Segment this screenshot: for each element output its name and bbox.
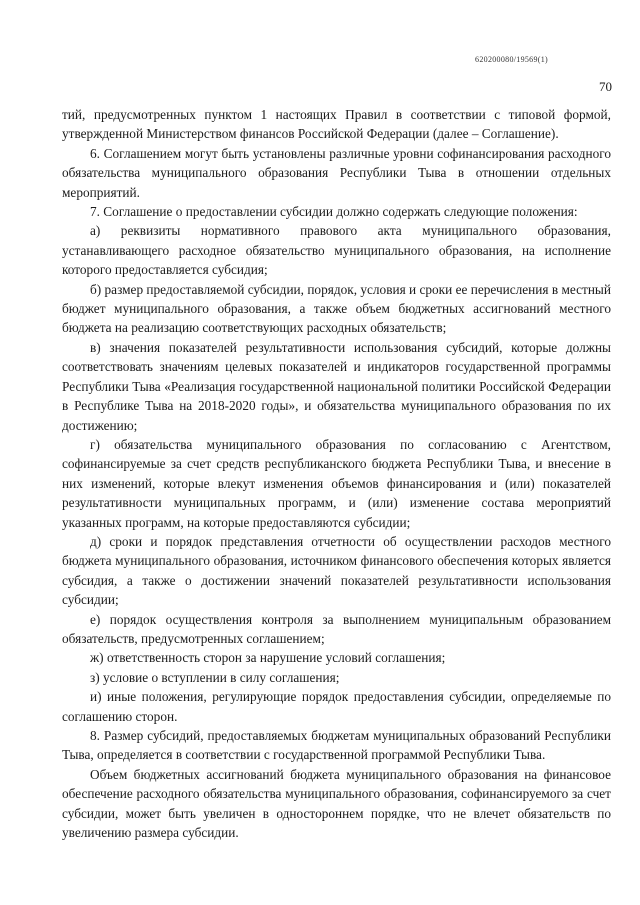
page-number: 70 [599, 79, 612, 94]
paragraph-budget-volume: Объем бюджетных ассигнований бюджета муниципального образования на финансовое обеспечение расходного обязательства муниципального образования, софинансируемого за счет субсидии, может быть увеличен в одностороннем порядке, что не влечет обязательств по увеличению размера субсидии. [62, 766, 611, 841]
list-item-i: и) иные положения, регулирующие порядок предоставления субсидии, определяемые по соглашению сторон. [62, 689, 611, 724]
paragraph-continuation: тий, предусмотренных пунктом 1 настоящих Правил в соответствии с типовой формой, утвержденной Министерством финансов Российской Федерации (далее – Соглашение). [62, 107, 611, 142]
list-item-g: г) обязательства муниципального образования по согласованию с Агентством, софинансируемые за счет средств республиканского бюджета Республики Тыва, и внесение в них изменений, которые влекут изменения объемов финансирования и (или) показателей результативности муниципальных программ, и (или) изменение состава мероприятий указанных программ, на которые предоставляются субсидии; [62, 436, 611, 530]
list-item-z: з) условие о вступлении в силу соглашения; [90, 669, 340, 685]
paragraph-6: 6. Соглашением могут быть установлены различные уровни софинансирования расходного обязательства муниципального образования Республики Тыва в отношении отдельных мероприятий. [62, 145, 611, 200]
paragraph-7: 7. Соглашение о предоставлении субсидии должно содержать следующие положения: [90, 204, 578, 220]
list-item-e: е) порядок осуществления контроля за выполнением муниципальным образованием обязательств, предусмотренных соглашением; [62, 611, 611, 646]
document-id: 620200080/19569(1) [475, 55, 548, 64]
list-item-v: в) значения показателей результативности использования субсидий, которые должны соответствовать значениям целевых показателей и индикаторов государственной программы Республики Тыва «Реализация государственной национальной политики Российской Федерации в Республике Тыва на 2018-2020 годы», и обязательства муниципального образования по их достижению; [62, 339, 611, 433]
list-item-zh: ж) ответственность сторон за нарушение условий соглашения; [90, 650, 446, 666]
paragraph-8: 8. Размер субсидий, предоставляемых бюджетам муниципальных образований Республики Тыва, определяется в соответствии с государственной программой Республики Тыва. [62, 728, 611, 763]
list-item-a: а) реквизиты нормативного правового акта муниципального образования, устанавливающего расходное обязательство муниципального образования, на исполнение которого предоставляется субсидия; [62, 223, 611, 278]
list-item-b: б) размер предоставляемой субсидии, порядок, условия и сроки ее перечисления в местный бюджет муниципального образования, а также объем бюджетных ассигнований местного бюджета на реализацию соответствующих расходных обязательств; [62, 281, 611, 336]
document-body [62, 105, 611, 842]
list-item-d: д) сроки и порядок представления отчетности об осуществлении расходов местного бюджета муниципального образования, источником финансового обеспечения которых является субсидия, а также о достижении значений показателей результативности использования субсидии; [62, 533, 611, 608]
